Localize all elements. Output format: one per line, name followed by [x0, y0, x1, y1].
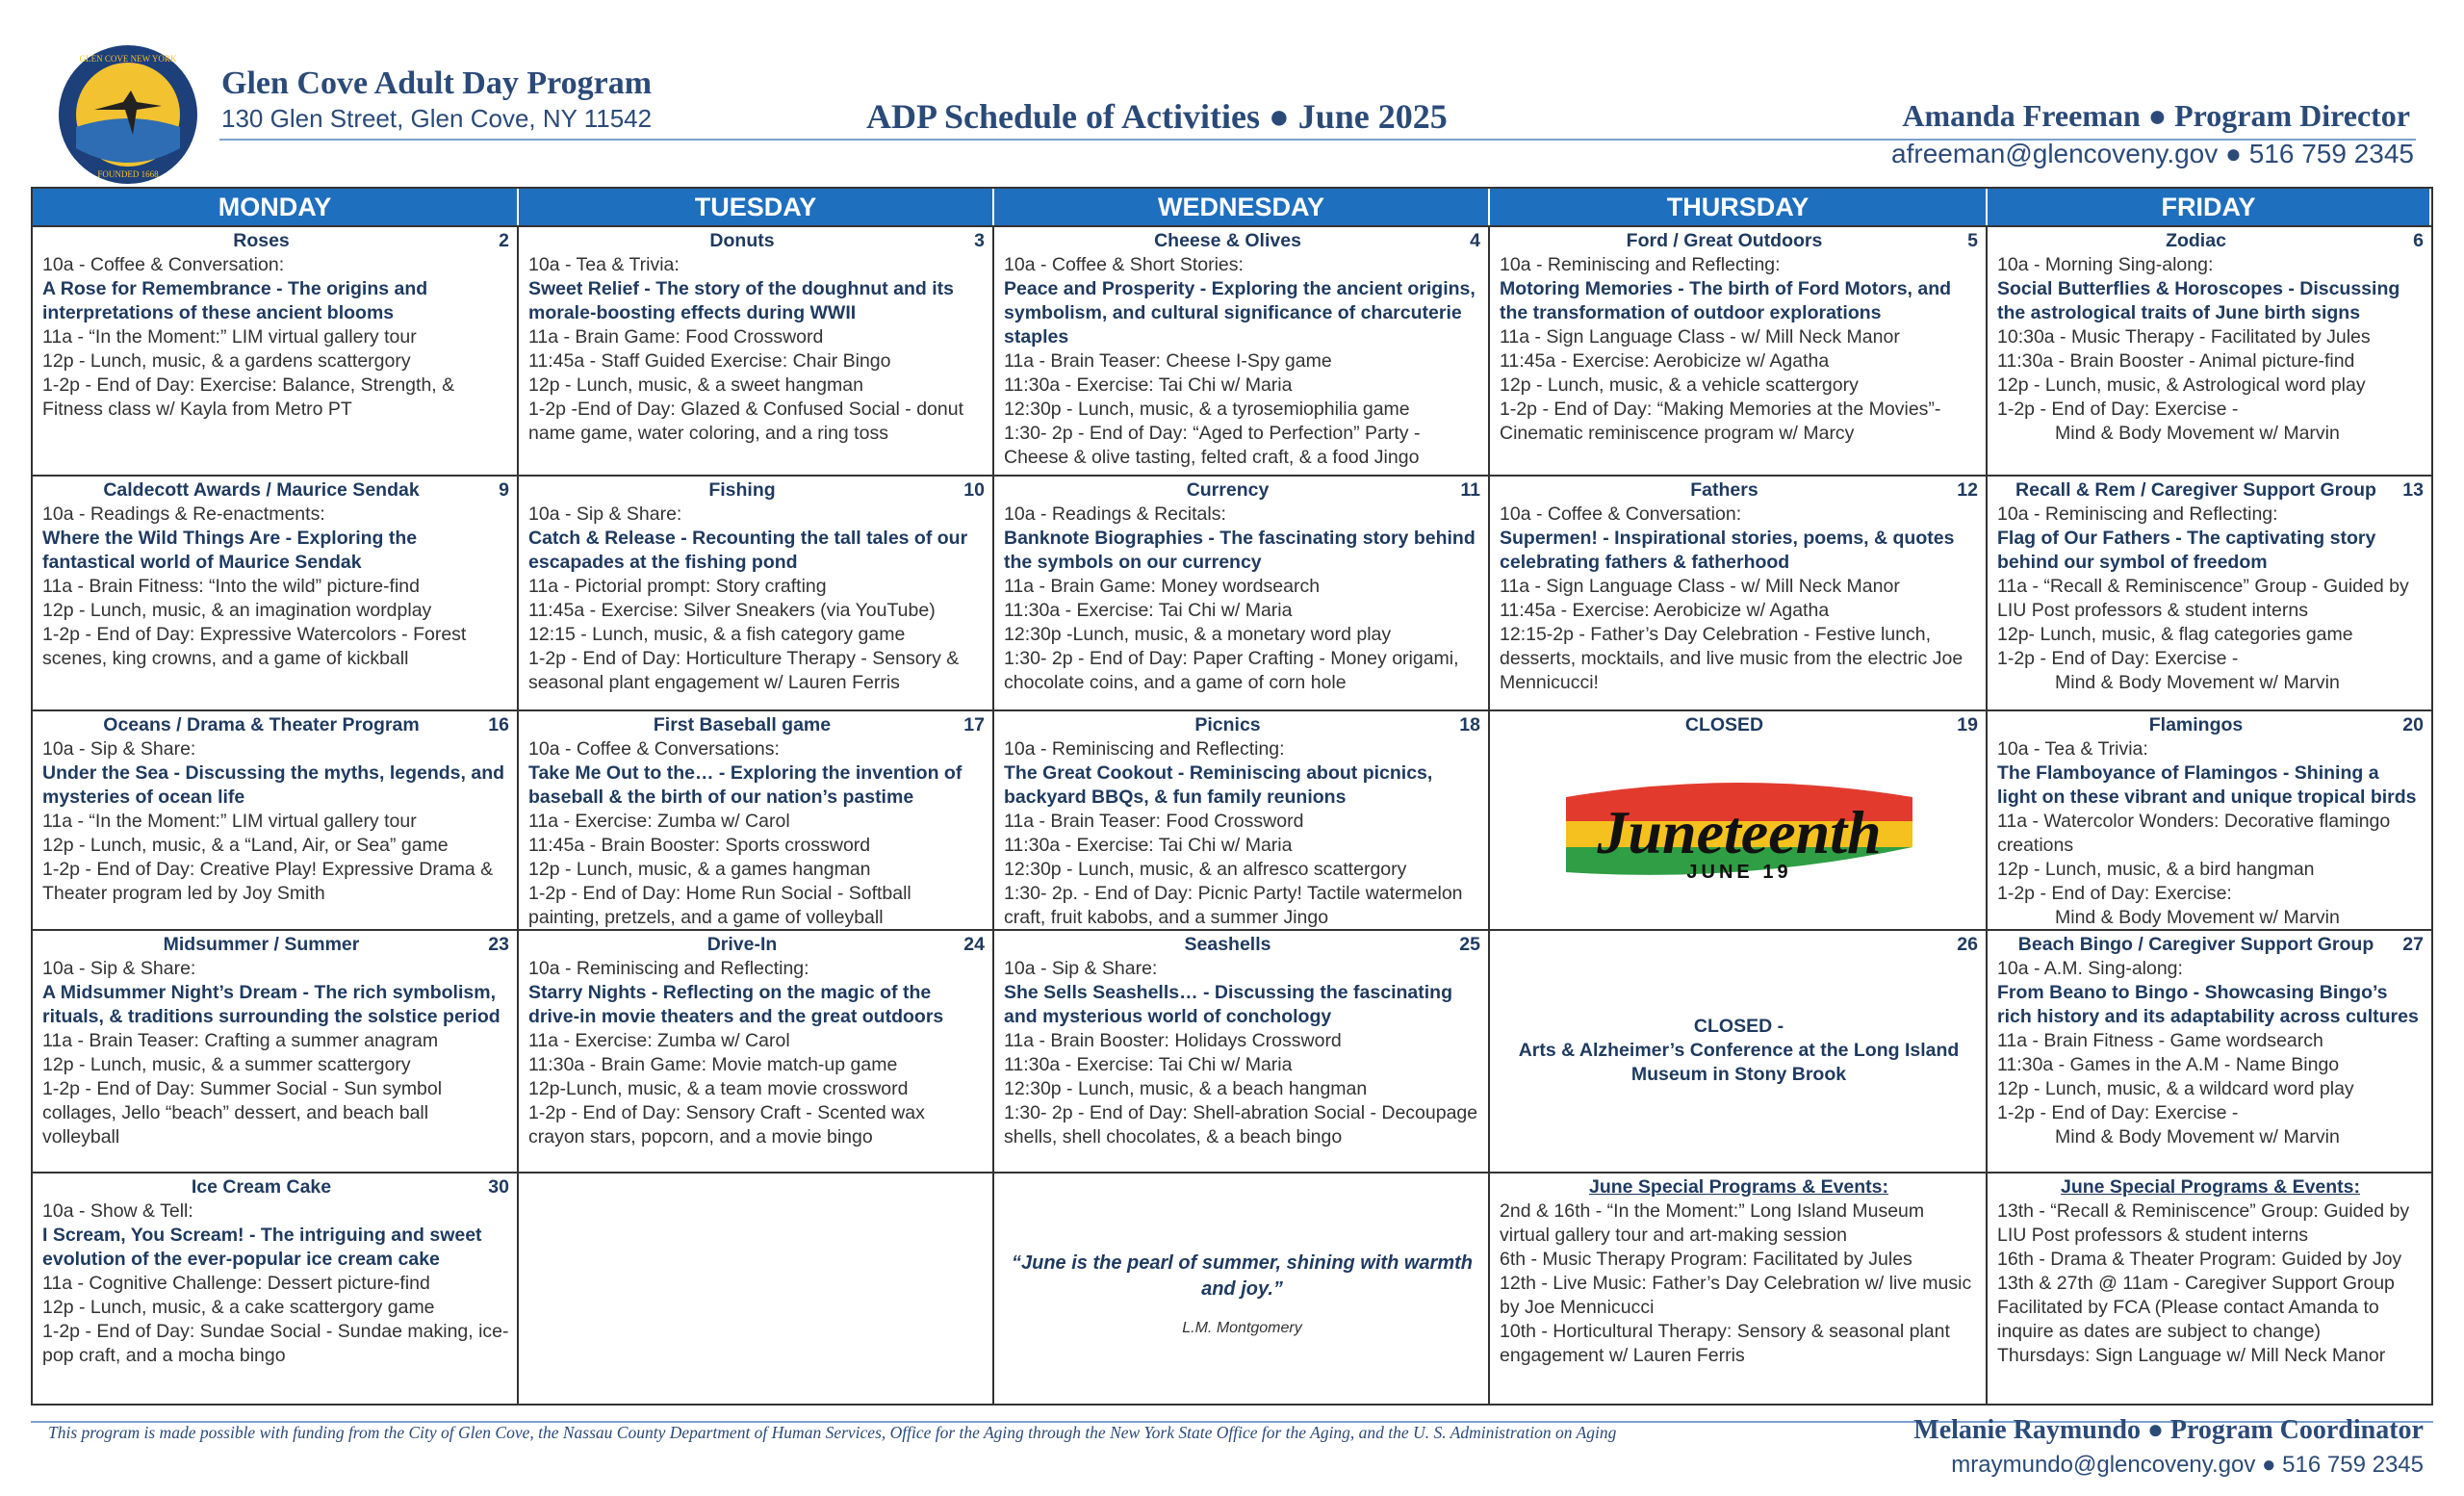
activity-line: 11a - Brain Booster: Holidays Crossword	[1004, 1030, 1342, 1051]
activity-line: 10a - Morning Sing-along:	[1997, 254, 2214, 275]
activity-line: 1:30- 2p - End of Day: Shell-abration Social - Decoupage shells, shell chocolates, & a beach bingo	[1004, 1102, 1478, 1148]
activity-line: Thursdays: Sign Language w/ Mill Neck Manor	[1997, 1345, 2386, 1366]
day-cell	[1988, 709, 2431, 929]
special-events-cell	[1988, 1172, 2431, 1404]
activity-line: 1-2p - End of Day: Expressive Watercolors - Forest scenes, king crowns, and a game of kickball	[42, 624, 467, 669]
day-date: 2	[499, 230, 509, 251]
day-header-wednesday: WEDNESDAY	[994, 189, 1490, 225]
day-theme: Picnics	[1194, 714, 1261, 735]
activity-line: 1-2p - End of Day: Creative Play! Expressive Drama & Theater program led by Joy Smith	[42, 859, 494, 904]
day-theme: Caldecott Awards / Maurice Sendak	[103, 479, 420, 501]
activity-line: 11a - Exercise: Zumba w/ Carol	[528, 1030, 790, 1051]
day-theme-row	[1997, 933, 2424, 957]
activity-line: She Sells Seashells… - Discussing the fascinating and mysterious world of conchology	[1004, 982, 1452, 1027]
day-theme-row	[1004, 229, 1480, 253]
day-date: 9	[499, 479, 509, 501]
closed-reason: Arts & Alzheimer’s Conference at the Long Island Museum in Stony Brook	[1518, 1040, 1960, 1085]
day-theme-row	[42, 713, 509, 737]
activity-line: 12:30p - Lunch, music, & a beach hangman	[1004, 1078, 1368, 1099]
activity-line: 16th - Drama & Theater Program: Guided by Joy	[1997, 1249, 2402, 1270]
activity-line: 11:45a - Exercise: Aerobicize w/ Agatha	[1500, 600, 1830, 621]
day-theme-row	[42, 478, 509, 503]
activity-line: 6th - Music Therapy Program: Facilitated by Jules	[1500, 1249, 1912, 1270]
day-theme-row	[528, 933, 985, 957]
activity-line: 11:45a - Exercise: Aerobicize w/ Agatha	[1500, 350, 1830, 372]
day-cell	[519, 225, 994, 475]
day-theme-row	[528, 713, 985, 737]
activity-line: Starry Nights - Reflecting on the magic of the drive-in movie theaters and the great outdoors	[528, 982, 944, 1027]
activity-line: 1-2p - End of Day: “Making Memories at the Movies”- Cinematic reminiscence program w/ Marcy	[1500, 399, 1941, 444]
activity-line: 12:15 - Lunch, music, & a fish category game	[528, 624, 906, 645]
activity-line: Mind & Body Movement w/ Marvin	[2055, 907, 2340, 928]
activity-line: 1-2p - End of Day: Sundae Social - Sundae making, ice-pop craft, and a mocha bingo	[42, 1321, 509, 1366]
activity-line: Where the Wild Things Are - Exploring the fantastical world of Maurice Sendak	[42, 528, 418, 573]
activity-line: Under the Sea - Discussing the myths, legends, and mysteries of ocean life	[42, 762, 505, 808]
activity-line: 11:30a - Brain Booster - Animal picture-find	[1997, 350, 2355, 372]
special-events-title: June Special Programs & Events:	[1588, 1176, 1889, 1198]
activity-line: 10a - Sip & Share:	[42, 958, 196, 979]
juneteenth-logo-subtext: JUNE 19	[1685, 862, 1792, 883]
day-header-friday: FRIDAY	[1988, 189, 2431, 225]
day-theme: Seashells	[1184, 934, 1271, 955]
day-theme: Currency	[1186, 479, 1270, 501]
activity-line: 12p - Lunch, music, & a sweet hangman	[528, 374, 863, 396]
activity-line: 1-2p - End of Day: Home Run Social - Softball painting, pretzels, and a game of volleyball	[528, 883, 911, 928]
day-theme: Donuts	[709, 230, 775, 251]
activity-line: 12:15-2p - Father’s Day Celebration - Festive lunch, desserts, mocktails, and live music from the electric Joe Mennicucci!	[1500, 624, 1964, 693]
day-theme-row	[42, 933, 509, 957]
activity-line: Take Me Out to the… - Exploring the invention of baseball & the birth of our nation’s pastime	[528, 762, 962, 808]
activity-line: Sweet Relief - The story of the doughnut and its morale-boosting effects during WWII	[528, 278, 955, 323]
activity-line: 12p - Lunch, music, & a games hangman	[528, 859, 871, 880]
day-theme: CLOSED	[1684, 714, 1764, 735]
juneteenth-logo-text: Juneteenth	[1596, 798, 1882, 866]
activity-line: Motoring Memories - The birth of Ford Motors, and the transformation of outdoor explorations	[1500, 278, 1952, 323]
day-date: 6	[2413, 230, 2424, 251]
activity-line: 11a - Brain Game: Money wordsearch	[1004, 576, 1321, 597]
day-theme-row	[1004, 713, 1480, 737]
activity-line: 1-2p - End of Day: Horticulture Therapy - Sensory & seasonal plant engagement w/ Lauren Ferris	[528, 648, 960, 693]
activity-line: 12th - Live Music: Father’s Day Celebration w/ live music by Joe Mennicucci	[1500, 1273, 1972, 1318]
activity-line: 10a - Readings & Recitals:	[1004, 503, 1226, 525]
header-divider	[219, 139, 2416, 141]
activity-line: 10th - Horticultural Therapy: Sensory & seasonal plant engagement w/ Lauren Ferris	[1500, 1321, 1950, 1366]
day-theme: Beach Bingo / Caregiver Support Group	[2017, 934, 2374, 955]
activity-line: 11:45a - Staff Guided Exercise: Chair Bingo	[528, 350, 891, 372]
activity-line: A Midsummer Night’s Dream - The rich symbolism, rituals, & traditions surrounding the solstice period	[42, 982, 500, 1027]
day-cell	[519, 709, 994, 929]
activity-line: 11a - Brain Fitness - Game wordsearch	[1997, 1030, 2323, 1051]
day-cell	[994, 709, 1490, 929]
director-contact: afreeman@glencoveny.gov ● 516 759 2345	[1891, 139, 2414, 168]
activity-line: 11:30a - Exercise: Tai Chi w/ Maria	[1004, 835, 1293, 856]
activity-line: Mind & Body Movement w/ Marvin	[2055, 672, 2340, 693]
activity-line: Mind & Body Movement w/ Marvin	[2055, 1126, 2340, 1148]
day-theme-row	[1004, 478, 1480, 503]
day-cell	[519, 929, 994, 1172]
monthly-quote: “June is the pearl of summer, shining with warmth and joy.”	[1012, 1252, 1473, 1300]
activity-line: 10a - Tea & Trivia:	[528, 254, 680, 275]
day-cell	[519, 475, 994, 709]
activity-line: 10a - A.M. Sing-along:	[1997, 958, 2183, 979]
activity-line: 11:30a - Exercise: Tai Chi w/ Maria	[1004, 374, 1293, 396]
day-date: 12	[1957, 479, 1978, 501]
activity-line: 11a - “Recall & Reminiscence” Group - Guided by LIU Post professors & student interns	[1997, 576, 2409, 621]
activity-line: 12p- Lunch, music, & flag categories game	[1997, 624, 2353, 645]
activity-line: 11a - “In the Moment:” LIM virtual gallery tour	[42, 811, 417, 832]
special-events-cell	[1490, 1172, 1988, 1404]
activity-line: 11:45a - Exercise: Silver Sneakers (via YouTube)	[528, 600, 936, 621]
day-cell	[1988, 225, 2431, 475]
activity-line: The Great Cookout - Reminiscing about picnics, backyard BBQs, & fun family reunions	[1004, 762, 1433, 808]
day-date: 30	[488, 1176, 509, 1198]
day-cell	[1490, 225, 1988, 475]
day-theme-row	[1004, 933, 1480, 957]
quote-author: L.M. Montgomery	[1182, 1320, 1302, 1336]
day-cell	[994, 929, 1490, 1172]
activity-line: 10a - Tea & Trivia:	[1997, 738, 2148, 760]
activity-line: 11a - Brain Teaser: Cheese I-Spy game	[1004, 350, 1332, 372]
activity-line: 12p - Lunch, music, & a vehicle scattergory	[1500, 374, 1859, 396]
activity-line: 1-2p - End of Day: Exercise -	[1997, 399, 2239, 420]
day-theme: Oceans / Drama & Theater Program	[103, 714, 420, 735]
day-theme: Fathers	[1690, 479, 1758, 501]
day-cell	[994, 225, 1490, 475]
activity-line: 12p - Lunch, music, & a summer scattergory	[42, 1054, 411, 1075]
activity-line: 11a - “In the Moment:” LIM virtual gallery tour	[42, 326, 417, 348]
activity-line: 10a - Reminiscing and Reflecting:	[528, 958, 809, 979]
activity-line: 11:30a - Exercise: Tai Chi w/ Maria	[1004, 600, 1293, 621]
day-theme-row	[528, 229, 985, 253]
activity-line: 12p - Lunch, music, & a wildcard word play	[1997, 1078, 2354, 1099]
day-header-monday: MONDAY	[33, 189, 519, 225]
day-theme: Recall & Rem / Caregiver Support Group	[2015, 479, 2376, 501]
activity-line: From Beano to Bingo - Showcasing Bingo’s rich history and its adaptability across cultures	[1997, 982, 2419, 1027]
day-theme-row	[1997, 478, 2424, 503]
activity-line: 10a - Readings & Re-enactments:	[42, 503, 325, 525]
special-events-title: June Special Programs & Events:	[2060, 1176, 2361, 1198]
day-theme: Midsummer / Summer	[163, 934, 360, 955]
org-name: Glen Cove Adult Day Program	[221, 65, 653, 101]
activity-line: 10a - Coffee & Conversation:	[42, 254, 285, 275]
activity-line: 11a - Cognitive Challenge: Dessert picture-find	[42, 1273, 430, 1294]
day-theme: Cheese & Olives	[1154, 230, 1301, 251]
activity-line: 11:30a - Exercise: Tai Chi w/ Maria	[1004, 1054, 1293, 1075]
activity-line: 12p - Lunch, music, & a “Land, Air, or Sea” game	[42, 835, 449, 856]
day-date: 25	[1459, 934, 1480, 955]
funding-statement: This program is made possible with funding from the City of Glen Cove, the Nassau County Department of Human Services, Office for the Aging through the New York State Office for the Aging, and the U. S. Administration on Aging	[48, 1423, 1617, 1442]
day-cell	[33, 475, 519, 709]
day-date: 17	[963, 714, 985, 735]
activity-line: 11a - Brain Teaser: Food Crossword	[1004, 811, 1304, 832]
day-date: 20	[2402, 714, 2424, 735]
activity-line: 12p - Lunch, music, & Astrological word play	[1997, 374, 2366, 396]
activity-line: 10a - Coffee & Conversation:	[1500, 503, 1742, 525]
day-cell	[1988, 475, 2431, 709]
calendar-grid	[31, 187, 2433, 1406]
schedule-title: ADP Schedule of Activities ● June 2025	[866, 97, 1448, 136]
activity-line: 11a - Brain Game: Food Crossword	[528, 326, 824, 348]
day-header-thursday: THURSDAY	[1490, 189, 1988, 225]
day-date: 26	[1957, 934, 1978, 955]
activity-line: 2nd & 16th - “In the Moment:” Long Island Museum virtual gallery tour and art-making session	[1500, 1200, 1925, 1246]
activity-line: Supermen! - Inspirational stories, poems, & quotes celebrating fathers & fatherhood	[1500, 528, 1955, 573]
day-theme: Fishing	[708, 479, 776, 501]
city-seal-logo	[56, 42, 200, 187]
svg-text:GLEN COVE NEW YORK: GLEN COVE NEW YORK	[79, 54, 177, 64]
activity-line: Peace and Prosperity - Exploring the ancient origins, symbolism, and cultural significance of charcuterie staples	[1004, 278, 1476, 348]
activity-line: 1:30- 2p. - End of Day: Picnic Party! Tactile watermelon craft, fruit kabobs, and a summer Jingo	[1004, 883, 1463, 928]
day-cell-closed	[1490, 709, 1988, 929]
activity-line: 10a - Reminiscing and Reflecting:	[1500, 254, 1781, 275]
activity-line: 12p-Lunch, music, & a team movie crossword	[528, 1078, 909, 1099]
quote-cell	[994, 1172, 1490, 1404]
day-date: 11	[1460, 479, 1480, 501]
activity-line: Flag of Our Fathers - The captivating story behind our symbol of freedom	[1997, 528, 2376, 573]
activity-line: 13th - “Recall & Reminiscence” Group: Guided by LIU Post professors & student interns	[1997, 1200, 2410, 1246]
activity-line: 12p - Lunch, music, & a cake scattergory game	[42, 1297, 435, 1318]
day-date: 16	[488, 714, 509, 735]
day-theme: Zodiac	[2166, 230, 2226, 251]
activity-line: 10a - Coffee & Conversations:	[528, 738, 780, 760]
day-theme-row	[1500, 229, 1978, 253]
day-date: 27	[2402, 934, 2424, 955]
activity-line: 1-2p - End of Day: Exercise -	[1997, 1102, 2239, 1123]
activity-line: I Scream, You Scream! - The intriguing and sweet evolution of the ever-popular ice cream cake	[42, 1225, 482, 1270]
day-date: 10	[963, 479, 985, 501]
activity-line: 11a - Sign Language Class - w/ Mill Neck Manor	[1500, 326, 1900, 348]
day-theme: Flamingos	[2148, 714, 2244, 735]
day-cell	[33, 709, 519, 929]
program-director: Amanda Freeman ● Program Director	[1902, 98, 2410, 133]
activity-line: 10a - Reminiscing and Reflecting:	[1004, 738, 1285, 760]
day-theme-row	[1997, 229, 2424, 253]
day-theme: Roses	[233, 230, 290, 251]
activity-line: 1-2p - End of Day: Exercise -	[1997, 648, 2239, 669]
day-theme-row	[1500, 713, 1978, 737]
activity-line: 11a - Sign Language Class - w/ Mill Neck Manor	[1500, 576, 1900, 597]
day-date: 19	[1957, 714, 1978, 735]
activity-line: 12p - Lunch, music, & a bird hangman	[1997, 859, 2315, 880]
day-date: 3	[974, 230, 985, 251]
day-theme-row	[1500, 478, 1978, 503]
activity-line: 1:30- 2p - End of Day: Paper Crafting - Money origami, chocolate coins, and a game of corn hole	[1004, 648, 1459, 693]
activity-line: 11:45a - Brain Booster: Sports crossword	[528, 835, 871, 856]
activity-line: 11:30a - Games in the A.M - Name Bingo	[1997, 1054, 2340, 1075]
day-theme	[1500, 933, 1949, 957]
activity-line: 1-2p -End of Day: Glazed & Confused Social - donut name game, water coloring, and a ring toss	[528, 399, 964, 444]
program-coordinator: Melanie Raymundo ● Program Coordinator	[1913, 1415, 2424, 1445]
activity-line: 13th & 27th @ 11am - Caregiver Support Group Facilitated by FCA (Please contact Amanda to inquire as dates are subject to change)	[1997, 1273, 2395, 1342]
juneteenth-logo	[1547, 759, 1932, 903]
activity-line: 11:30a - Brain Game: Movie match-up game	[528, 1054, 898, 1075]
empty-cell	[519, 1172, 994, 1404]
activity-line: 1-2p - End of Day: Exercise: Balance, Strength, & Fitness class w/ Kayla from Metro PT	[42, 374, 455, 420]
activity-line: 11a - Brain Fitness: “Into the wild” picture-find	[42, 576, 420, 597]
coordinator-contact: mraymundo@glencoveny.gov ● 516 759 2345	[1951, 1452, 2424, 1478]
activity-line: 12p - Lunch, music, & a gardens scattergory	[42, 350, 411, 372]
day-theme: Ice Cream Cake	[191, 1176, 332, 1198]
activity-line: 12:30p - Lunch, music, & an alfresco scattergory	[1004, 859, 1407, 880]
activity-line: 10a - Sip & Share:	[1004, 958, 1158, 979]
activity-line: 1-2p - End of Day: Exercise:	[1997, 883, 2232, 904]
day-theme: Ford / Great Outdoors	[1626, 230, 1823, 251]
activity-line: A Rose for Remembrance - The origins and interpretations of these ancient blooms	[42, 278, 428, 323]
day-theme-row	[528, 478, 985, 503]
day-theme-row	[42, 1175, 509, 1199]
activity-line: Social Butterflies & Horoscopes - Discussing the astrological traits of June birth signs	[1997, 278, 2400, 323]
activity-line: Banknote Biographies - The fascinating story behind the symbols on our currency	[1004, 528, 1476, 573]
activity-line: Catch & Release - Recounting the tall tales of our escapades at the fishing pond	[528, 528, 968, 573]
day-cell	[994, 475, 1490, 709]
day-theme-row	[42, 229, 509, 253]
day-cell	[33, 929, 519, 1172]
day-header-tuesday: TUESDAY	[519, 189, 994, 225]
org-address: 130 Glen Street, Glen Cove, NY 11542	[221, 104, 653, 133]
day-theme-row	[1500, 933, 1978, 957]
day-date: 5	[1967, 230, 1978, 251]
day-cell	[33, 1172, 519, 1404]
activity-line: 10a - Show & Tell:	[42, 1200, 193, 1222]
day-theme: First Baseball game	[653, 714, 832, 735]
activity-line: 11a - Watercolor Wonders: Decorative flamingo creations	[1997, 811, 2391, 856]
activity-line: 10:30a - Music Therapy - Facilitated by Jules	[1997, 326, 2371, 348]
activity-line: 11a - Brain Teaser: Crafting a summer anagram	[42, 1030, 439, 1051]
activity-line: 12:30p -Lunch, music, & a monetary word play	[1004, 624, 1392, 645]
activity-line: 1-2p - End of Day: Sensory Craft - Scented wax crayon stars, popcorn, and a movie bingo	[528, 1102, 925, 1148]
activity-line: 11a - Exercise: Zumba w/ Carol	[528, 811, 790, 832]
day-cell	[33, 225, 519, 475]
activity-line: 1:30- 2p - End of Day: “Aged to Perfection” Party - Cheese & olive tasting, felted craft, & a food Jingo	[1004, 423, 1421, 468]
activity-line: 12:30p - Lunch, music, & a tyrosemiophilia game	[1004, 399, 1410, 420]
closed-label: CLOSED -	[1693, 1016, 1784, 1037]
activity-line: The Flamboyance of Flamingos - Shining a light on these vibrant and unique tropical birds	[1997, 762, 2417, 808]
activity-line: 10a - Sip & Share:	[528, 503, 682, 525]
day-date: 24	[963, 934, 985, 955]
day-theme: Drive-In	[706, 934, 778, 955]
closed-notice	[1500, 1015, 1978, 1087]
activity-line: 11a - Pictorial prompt: Story crafting	[528, 576, 827, 597]
day-cell	[1490, 475, 1988, 709]
day-date: 18	[1459, 714, 1480, 735]
activity-line: 12p - Lunch, music, & an imagination wordplay	[42, 600, 432, 621]
day-date: 23	[488, 934, 509, 955]
day-cell-closed	[1490, 929, 1988, 1172]
day-date: 4	[1470, 230, 1480, 251]
activity-line: 10a - Reminiscing and Reflecting:	[1997, 503, 2278, 525]
svg-text:FOUNDED 1668: FOUNDED 1668	[97, 169, 159, 179]
activity-line: Mind & Body Movement w/ Marvin	[2055, 423, 2340, 444]
day-date: 13	[2402, 479, 2424, 501]
activity-line: 1-2p - End of Day: Summer Social - Sun symbol collages, Jello “beach” dessert, and beach ball volleyball	[42, 1078, 443, 1148]
activity-line: 10a - Sip & Share:	[42, 738, 196, 760]
day-theme-row	[1997, 713, 2424, 737]
activity-line: 10a - Coffee & Short Stories:	[1004, 254, 1244, 275]
day-cell	[1988, 929, 2431, 1172]
